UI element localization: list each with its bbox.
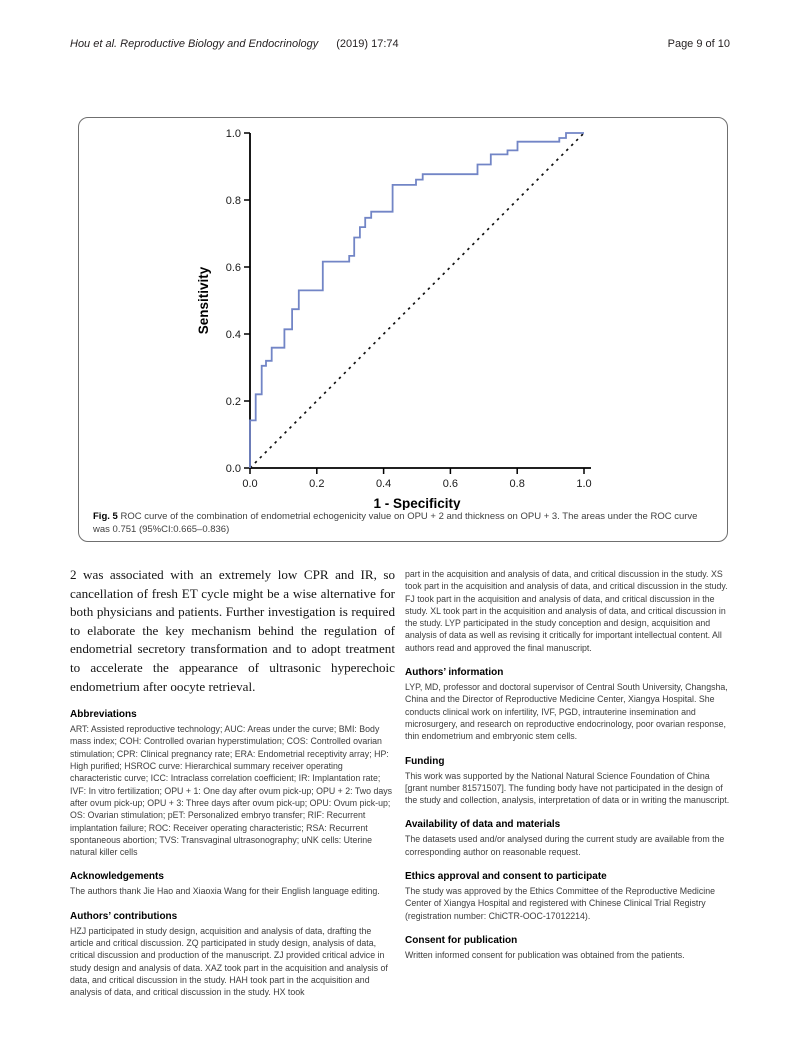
svg-text:1 - Specificity: 1 - Specificity xyxy=(373,496,461,510)
section-heading: Authors’ contributions xyxy=(70,910,178,922)
running-head xyxy=(70,38,730,50)
section-text: The datasets used and/or analysed during the current study are available from the corresponding author on reasonable request. xyxy=(405,834,725,857)
svg-text:Sensitivity: Sensitivity xyxy=(196,266,211,335)
figure-caption-label: Fig. 5 xyxy=(93,511,118,522)
section-heading: Authors’ information xyxy=(405,667,504,679)
section-text: The study was approved by the Ethics Committee of the Reproductive Medicine Center of Xiangya Hospital and registered with Chinese Clinical Trial Registry (registration number: ChiCTR-OOC-17012214). xyxy=(405,886,716,921)
section-text: ART: Assisted reproductive technology; AUC: Areas under the curve; BMI: Body mass index; COH: Controlled ovarian hyperstimulation; COS: Controlled ovarian stimulation; CPR: Clinical pregnancy rate; ERA: Endometrial receptivity array; HP: High purified; HSROC curve: Hierarchical summary receiver operating characteristic curve; ICC: Intraclass correlation coefficient; IR: Implantation rate; IVF: In vitro fertilization; OPU + 1: One day after ovum pick-up; OPU + 2: Two days after ovum pick-up; OPU + 3: Three days after ovum pick-up; OPU: Ovum pick-up; OS: Ovarian stimulation; pET: Personalized embryo transfer; RIF: Recurrent implantation failure; ROC: Receiver operating characteristic; RSA: Recurrent spontaneous abortion; TVS: Transvaginal ultrasonography; uNK cells: Uterine natural killer cells xyxy=(70,724,393,858)
section-ethics xyxy=(405,871,730,922)
svg-text:1.0: 1.0 xyxy=(225,128,241,140)
section-heading: Acknowledgements xyxy=(70,871,164,883)
section-text: The authors thank Jie Hao and Xiaoxia Wang for their English language editing. xyxy=(70,886,380,897)
section-availability xyxy=(405,819,730,858)
svg-text:0.2: 0.2 xyxy=(309,478,325,490)
section-heading: Funding xyxy=(405,755,445,767)
roc-chart xyxy=(79,118,727,510)
svg-text:0.8: 0.8 xyxy=(509,478,525,490)
column-right xyxy=(405,566,730,999)
svg-text:0.6: 0.6 xyxy=(225,262,241,274)
svg-text:0.4: 0.4 xyxy=(225,329,241,341)
section-authors-contributions xyxy=(70,911,395,999)
figure-caption-text: ROC curve of the combination of endometrial echogenicity value on OPU + 2 and thickness on OPU + 3. The areas under the ROC curve was 0.751 (95%CI:0.665–0.836) xyxy=(93,511,698,535)
running-head-left xyxy=(70,38,399,50)
section-consent xyxy=(405,935,730,961)
svg-text:0.8: 0.8 xyxy=(225,195,241,207)
column-left xyxy=(70,566,395,999)
figure-box xyxy=(78,117,728,542)
body-paragraph: 2 was associated with an extremely low CPR and IR, so cancellation of fresh ET cycle might be a wise alternative for both physicians and patients. Further investigation is required to elaborate the key mechanism behind the regulation of endometrial secretory transformation and to adopt treatment to accelerate the appearance of ultrasonic hyperechoic endometrium after oocyte retrieval. xyxy=(70,567,395,694)
svg-text:0.2: 0.2 xyxy=(225,396,241,408)
citation-info: (2019) 17:74 xyxy=(336,38,399,50)
section-funding xyxy=(405,756,730,807)
section-text: HZJ participated in study design, acquisition and analysis of data, drafting the article and critical discussion. ZQ participated in study design, analysis of data, critical discussion and production of the manuscript. ZJ provided critical advice in study design and analysis of data. XAZ took part in the acquisition and analysis of data, and critical discussion in the study. HAH took part in the acquisition and analysis of data, and critical discussion in the study. HX took xyxy=(70,925,388,998)
section-heading: Abbreviations xyxy=(70,709,137,721)
figure-caption xyxy=(79,510,727,544)
body-columns xyxy=(70,566,730,999)
section-text: This work was supported by the National Natural Science Foundation of China [grant number 81571507]. The funding body have not participated in the design of the study and collection, analysis, interpretation of data or in writing the manuscript. xyxy=(405,770,730,806)
svg-text:0.0: 0.0 xyxy=(225,463,241,475)
section-text: LYP, MD, professor and doctoral supervisor of Central South University, Changsha, China and the Director of Reproductive Medicine Center, Xiangya Hospital. She conducts clinical work on infertility, IVF, PGD, intrauterine insemination and microsurgery, and research on reproductive endocrinology, poor ovarian response, thin endometrium and embryonic stem cells. xyxy=(405,682,728,742)
section-acknowledgements xyxy=(70,871,395,897)
section-authors-information xyxy=(405,667,730,742)
journal-title: Hou et al. Reproductive Biology and Endocrinology xyxy=(70,38,319,50)
svg-text:0.4: 0.4 xyxy=(375,478,392,490)
section-heading: Consent for publication xyxy=(405,934,518,946)
contributions-continuation: part in the acquisition and analysis of data, and critical discussion in the study. XS took part in the acquisition and analysis of data, and critical discussion in the study. FJ took part in the acquisition and analysis of data, and critical discussion in the study. XL took part in the acquisition and analysis of data, and critical discussion in the study. LYP participated in the study conception and design, acquisition and analysis of data as well as revising it critically for important intellectual content. All authors read and approved the final manuscript. xyxy=(405,569,728,653)
section-heading: Availability of data and materials xyxy=(405,819,561,831)
section-text: Written informed consent for publication was obtained from the patients. xyxy=(405,949,685,960)
svg-text:0.0: 0.0 xyxy=(242,478,258,490)
section-heading: Ethics approval and consent to participate xyxy=(405,871,607,883)
svg-text:0.6: 0.6 xyxy=(442,478,459,490)
section-abbreviations xyxy=(70,709,395,858)
svg-text:1.0: 1.0 xyxy=(576,478,592,490)
page-number: Page 9 of 10 xyxy=(667,38,730,50)
